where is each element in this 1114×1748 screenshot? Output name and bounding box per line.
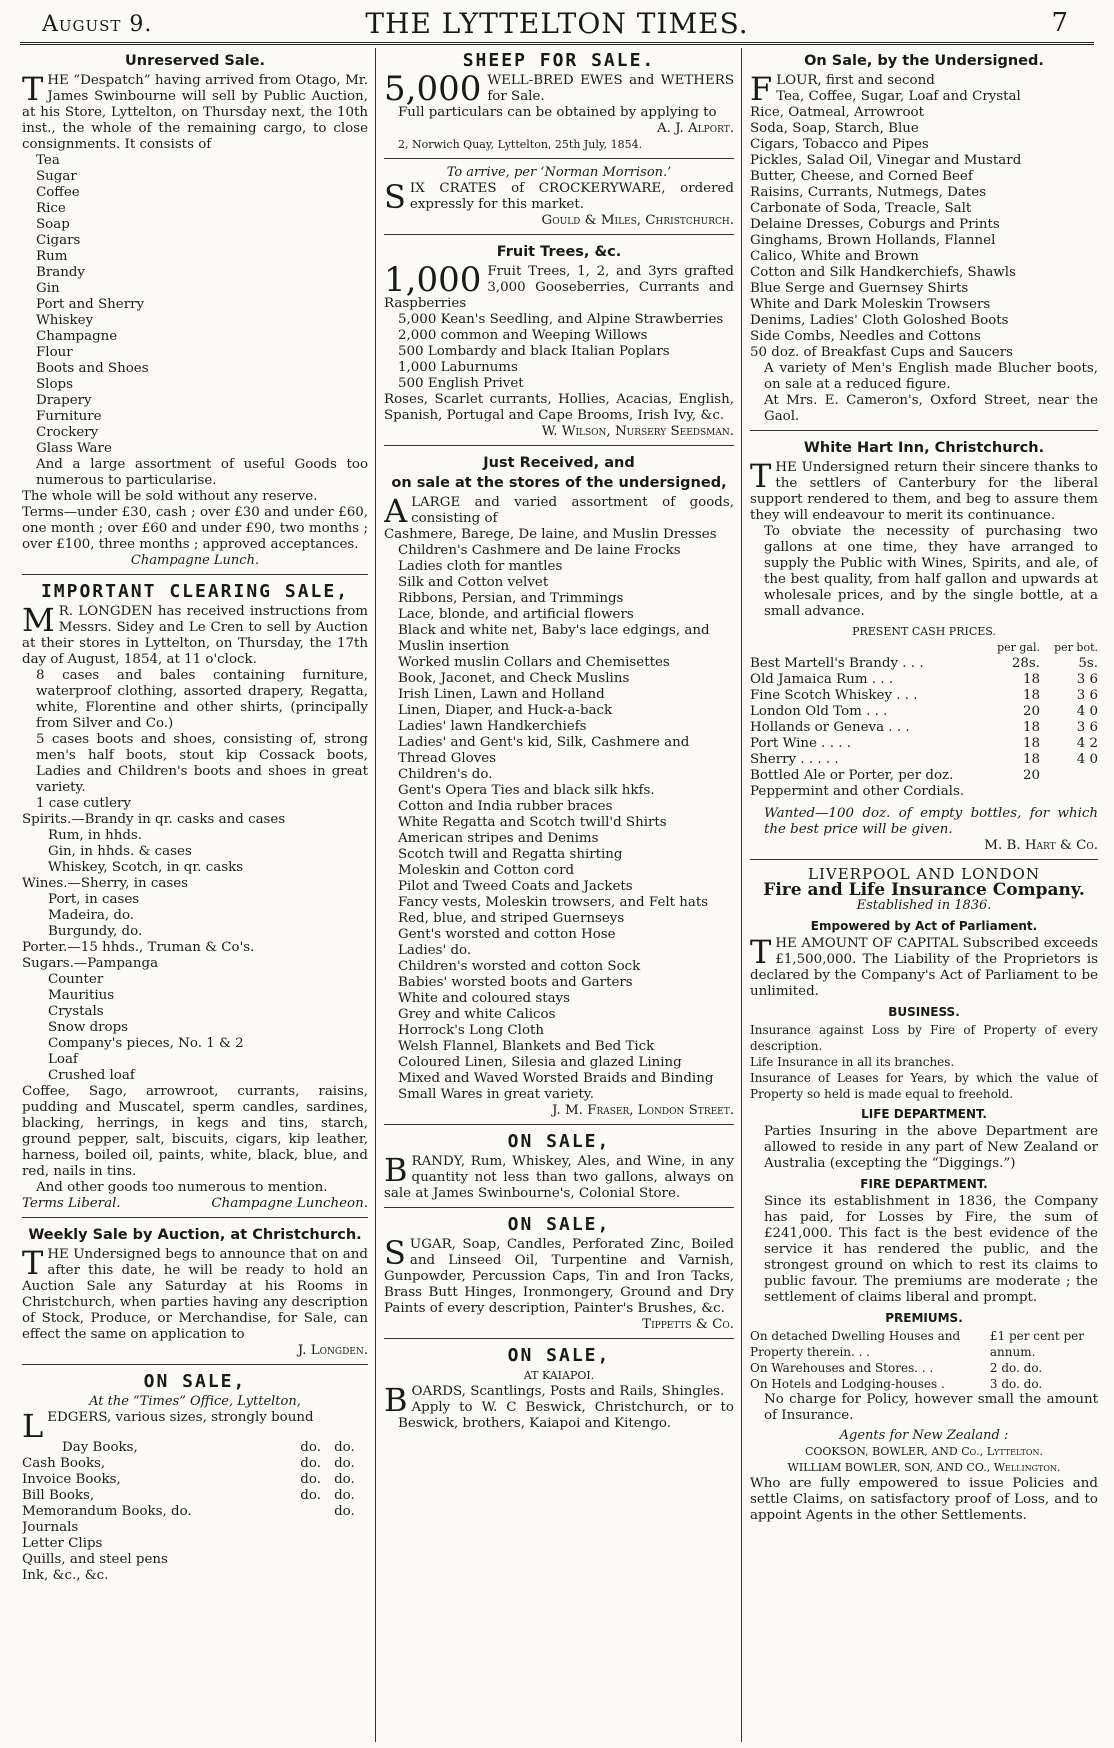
list-item: Calico, White and Brown: [750, 249, 919, 264]
column-2: [384, 48, 734, 1742]
act-text: Empowered by Act of Parliament.: [810, 919, 1038, 933]
ad-text: Porter.—15 hhds., Truman & Co's.: [22, 940, 255, 955]
list-item: Coloured Linen, Silesia and glazed Lining: [398, 1055, 682, 1070]
ad-signature: A. J. Alport.: [657, 121, 734, 136]
list-item: Gin: [36, 281, 60, 296]
ad-footer: Champagne Lunch.: [130, 553, 260, 568]
ad-text: Peppermint and other Cordials.: [750, 784, 965, 799]
ad-text: EDGERS, various sizes, strongly bound: [47, 1410, 314, 1425]
list-item: 2,000 common and Weeping Willows: [398, 328, 648, 343]
ad-text: Terms—under £30, cash ; over £30 and under £60, one month ; over £60 and under £90, two months ; over £100, three months ; approved acceptances.: [22, 505, 368, 552]
table-row: Memorandum Books, do. do.: [22, 1504, 355, 1519]
ad-title: SHEEP FOR SALE.: [462, 50, 656, 71]
ad-text: Full particulars can be obtained by applying to: [398, 105, 717, 120]
ad-text: The whole will be sold without any reserve.: [22, 489, 318, 504]
list-item: Burgundy, do.: [48, 924, 143, 939]
newspaper-title: THE LYTTELTON TIMES.: [365, 7, 749, 40]
ad-text: Apply to W. C Beswick, Christchurch, or to Beswick, brothers, Kaiapoi and Kitengo.: [398, 1400, 734, 1431]
ad-ledgers: [22, 1369, 368, 1589]
ad-text: IX CRATES of CROCKERYWARE, ordered expressly for this market.: [409, 181, 734, 212]
section-title: LIFE DEPARTMENT.: [861, 1107, 987, 1121]
drop-cap: S: [384, 1234, 406, 1272]
ad-brandy: [384, 1129, 734, 1208]
list-item: Mauritius: [48, 988, 115, 1003]
ad-text: HE “Despatch” having arrived from Otago, Mr. James Swinbourne will sell by Public Auction, at his Store, Lyttelton, on Thursday next, the 10th inst., the whole of the remaining cargo, to close consignments. It consists of: [22, 73, 368, 152]
list-item: 1,000 Laburnums: [398, 360, 518, 375]
ad-insurance: [750, 864, 1098, 1529]
ad-title: Weekly Sale by Auction, at Christchurch.: [28, 1227, 362, 1243]
drop-cap: T: [750, 457, 772, 495]
drop-cap: B: [384, 1151, 408, 1189]
big-number: 5,000: [384, 69, 482, 109]
ad-flour: [750, 48, 1098, 431]
list-item: Soda, Soap, Starch, Blue: [750, 121, 919, 136]
list-item: Counter: [48, 972, 104, 987]
table-row: Old Jamaica Rum . . . 18 3 6: [750, 672, 1098, 687]
list-item: Scotch twill and Regatta shirting: [398, 847, 623, 862]
drop-cap: T: [22, 70, 44, 108]
ad-title: on sale at the stores of the undersigned,: [391, 475, 727, 491]
table-row: London Old Tom . . . 20 4 0: [750, 704, 1098, 719]
list-item: Crystals: [48, 1004, 104, 1019]
masthead: [20, 4, 1094, 45]
list-item: 5,000 Kean's Seedling, and Alpine Strawberries: [398, 312, 724, 327]
list-item: Small Wares in great variety.: [398, 1087, 594, 1102]
list-item: Butter, Cheese, and Corned Beef: [750, 169, 973, 184]
ad-text: LOUR, first and second: [776, 73, 935, 88]
ad-title: ON SALE,: [143, 1371, 247, 1392]
drop-cap: T: [750, 933, 772, 971]
list-item: Linen, Diaper, and Huck-a-back: [398, 703, 613, 718]
ad-text: And a large assortment of useful Goods too numerous to particularise.: [36, 457, 368, 488]
price-table: [750, 640, 1098, 784]
list-item: Raisins, Currants, Nutmegs, Dates: [750, 185, 987, 200]
ad-text: Insurance against Loss by Fire of Property of every description.: [750, 1023, 1098, 1053]
list-item: Gent's Opera Ties and black silk hkfs.: [398, 783, 655, 798]
list-item: Port and Sherry: [36, 297, 145, 312]
list-item: Red, blue, and striped Guernseys: [398, 911, 625, 926]
list-item: Tea: [36, 153, 60, 168]
ad-text: R. LONGDEN has received instructions from Messrs. Sidey and Le Cren to sell by Auction at their stores in Lyttelton, on Thursday, the 17th day of August, 1854, at 11 o'clock.: [22, 604, 368, 667]
ad-text: To obviate the necessity of purchasing two gallons at one time, they have arranged to supply the Public with Wines, Spirits, and ale, of the best quality, from half gallon and upwards at wholesale prices, and by the single bottle, at a small advance.: [764, 524, 1098, 619]
ad-text: Roses, Scarlet currants, Hollies, Acacias, English, Spanish, Portugal and Cape Brooms, Irish Ivy, &c.: [384, 392, 734, 423]
list-item: Worked muslin Collars and Chemisettes: [398, 655, 670, 670]
list-item: Grey and white Calicos: [398, 1007, 556, 1022]
ad-title: On Sale, by the Undersigned.: [804, 53, 1044, 69]
ad-crockery: [384, 163, 734, 235]
list-item: Moleskin and Cotton cord: [398, 863, 575, 878]
list-item: Madeira, do.: [48, 908, 135, 923]
list-item: Babies' worsted boots and Garters: [398, 975, 633, 990]
ad-text: RANDY, Rum, Whiskey, Ales, and Wine, in any quantity not less than two gallons, always on sale at James Swinbourne's, Colonial Store.: [384, 1154, 734, 1201]
ad-text: No charge for Policy, however small the amount of Insurance.: [764, 1392, 1098, 1423]
list-item: Sugar: [36, 169, 77, 184]
big-number: 1,000: [384, 260, 482, 300]
table-row: On detached Dwelling Houses and Property therein. . . £1 per cent per annum.: [750, 1329, 1085, 1359]
luncheon-text: Champagne Luncheon.: [211, 1196, 368, 1211]
list-item: Snow drops: [48, 1020, 129, 1035]
list-item: Denims, Ladies' Cloth Goloshed Boots: [750, 313, 1009, 328]
ad-text: 8 cases and bales containing furniture, waterproof clothing, assorted drapery, Regatta, white, Florentine and other shirts, (principally from Silver and Co.): [36, 668, 368, 731]
ad-title: Unreserved Sale.: [125, 53, 265, 69]
list-item: Crushed loaf: [48, 1068, 135, 1083]
table-row: Fine Scotch Whiskey . . . 18 3 6: [750, 688, 1098, 703]
table-row: On Hotels and Lodging-houses . 3 do. do.: [750, 1377, 1043, 1391]
table-row: Port Wine . . . . 18 4 2: [750, 736, 1098, 751]
drop-cap: M: [22, 601, 55, 639]
company-name: Fire and Life Insurance Company.: [763, 880, 1085, 900]
ad-text: Wines.—Sherry, in cases: [22, 876, 189, 891]
list-item: Whiskey: [36, 313, 94, 328]
premium-table: [750, 1328, 1098, 1392]
ad-text: A variety of Men's English made Blucher boots, on sale at a reduced figure.: [764, 361, 1098, 392]
established: Established in 1836.: [856, 898, 992, 913]
agents-title: Agents for New Zealand :: [839, 1428, 1009, 1443]
list-item: Ink, &c., &c.: [22, 1568, 109, 1583]
prices-title: PRESENT CASH PRICES.: [852, 625, 996, 638]
ad-location: At the “Times” Office, Lyttelton,: [89, 1394, 301, 1409]
list-item: Whiskey, Scotch, in qr. casks: [48, 860, 244, 875]
list-item: Black and white net, Baby's lace edgings, and Muslin insertion: [398, 623, 710, 654]
list-item: Journals: [22, 1520, 79, 1535]
table-row: Sherry . . . . . 18 4 0: [750, 752, 1098, 767]
ad-title: ON SALE,: [507, 1131, 611, 1152]
list-item: Ladies' lawn Handkerchiefs: [398, 719, 587, 734]
ad-title: ON SALE,: [507, 1214, 611, 1235]
ad-text: LARGE and varied assortment of goods, consisting of: [411, 495, 734, 526]
list-item: Ladies' and Gent's kid, Silk, Cashmere and Thread Gloves: [398, 735, 690, 766]
list-item: Rice: [36, 201, 66, 216]
list-item: Letter Clips: [22, 1536, 103, 1551]
list-item: Cashmere, Barege, De laine, and Muslin Dresses: [384, 527, 717, 542]
list-item: Delaine Dresses, Coburgs and Prints: [750, 217, 1000, 232]
list-item: Company's pieces, No. 1 & 2: [48, 1036, 244, 1051]
list-item: Boots and Shoes: [36, 361, 149, 376]
list-item: Ribbons, Persian, and Trimmings: [398, 591, 624, 606]
list-item: Children's worsted and cotton Sock: [398, 959, 641, 974]
list-item: Welsh Flannel, Blankets and Bed Tick: [398, 1039, 655, 1054]
ad-clearing-sale: [22, 579, 368, 1218]
ad-signature: Tippetts & Co.: [642, 1317, 734, 1332]
ad-text: Who are fully empowered to issue Policies and settle Claims, on satisfactory proof of Loss, and to appoint Agents in the other Settlements.: [750, 1476, 1098, 1523]
ad-text: HE Undersigned return their sincere thanks to the settlers of Canterbury for the liberal support rendered to them, and beg to assure them they will endeavour to merit its continuance.: [750, 460, 1098, 523]
ad-title: Just Received, and: [483, 455, 635, 471]
list-item: Mixed and Waved Worsted Braids and Binding: [398, 1071, 714, 1086]
ad-boards: [384, 1343, 734, 1437]
ad-text: At Mrs. E. Cameron's, Oxford Street, near the Gaol.: [764, 393, 1098, 424]
ad-text: Coffee, Sago, arrowroot, currants, raisins, pudding and Muscatel, sperm candles, sardines, blacking, herrings, in kegs and tins, starch, ground pepper, salt, biscuits, cigars, kip leather, harness, boiled oil, paints, white, black, blue, and red, nails in tins.: [22, 1084, 368, 1179]
list-item: Horrock's Long Cloth: [398, 1023, 545, 1038]
list-item: Children's do.: [398, 767, 493, 782]
list-item: Port, in cases: [48, 892, 140, 907]
ad-sugar: [384, 1212, 734, 1339]
ad-text: UGAR, Soap, Candles, Perforated Zinc, Boiled and Linseed Oil, Turpentine and Varnish, Gunpowder, Percussion Caps, Tin and Iron Tacks, Brass Butt Hinges, Ironmongery, Ground and Dry Paints of every description, Painter's Brushes, &c.: [384, 1237, 734, 1316]
ad-sheep: [384, 48, 734, 159]
ad-text: OARDS, Scantlings, Posts and Rails, Shingles.: [411, 1384, 725, 1399]
list-item: Pilot and Tweed Coats and Jackets: [398, 879, 633, 894]
list-item: Cigars: [36, 233, 81, 248]
ad-fruit-trees: [384, 239, 734, 446]
page-number: 7: [1051, 8, 1068, 38]
drop-cap: F: [750, 70, 773, 108]
list-item: Loaf: [48, 1052, 78, 1067]
ad-title: IMPORTANT CLEARING SALE,: [40, 581, 350, 602]
list-item: 50 doz. of Breakfast Cups and Saucers: [750, 345, 1013, 360]
list-item: Crockery: [36, 425, 99, 440]
ad-weekly-sale: [22, 1222, 368, 1365]
ad-title: White Hart Inn, Christchurch.: [803, 440, 1045, 456]
list-item: 500 Lombardy and black Italian Poplars: [398, 344, 670, 359]
list-item: Irish Linen, Lawn and Holland: [398, 687, 605, 702]
ad-title: LIVERPOOL AND LONDON: [808, 865, 1040, 883]
list-item: Gin, in hhds. & cases: [48, 844, 192, 859]
table-row: Day Books, do. do.: [62, 1440, 355, 1455]
ad-white-hart: [750, 435, 1098, 860]
list-item: Tea, Coffee, Sugar, Loaf and Crystal: [776, 89, 1021, 104]
list-item: Silk and Cotton velvet: [398, 575, 549, 590]
ad-text: WELL-BRED EWES and WETHERS for Sale.: [487, 73, 734, 104]
list-item: Rum: [36, 249, 68, 264]
table-row: Bottled Ale or Porter, per doz. 20: [750, 768, 1040, 783]
section-title: FIRE DEPARTMENT.: [860, 1177, 988, 1191]
drop-cap: B: [384, 1381, 408, 1419]
issue-date: August 9.: [42, 12, 153, 37]
drop-cap: T: [22, 1244, 44, 1282]
drop-cap: S: [384, 178, 406, 216]
table-header: per gal. per bot.: [997, 641, 1098, 654]
terms-text: Terms Liberal.: [22, 1196, 121, 1211]
drop-cap: A: [384, 492, 408, 530]
list-item: Drapery: [36, 393, 92, 408]
list-item: Gent's worsted and cotton Hose: [398, 927, 616, 942]
list-item: Champagne: [36, 329, 118, 344]
ad-text: Spirits.—Brandy in qr. casks and cases: [22, 812, 286, 827]
list-item: Slops: [36, 377, 73, 392]
list-item: White Regatta and Scotch twill'd Shirts: [398, 815, 667, 830]
list-item: Book, Jaconet, and Check Muslins: [398, 671, 630, 686]
list-item: Lace, blonde, and artificial flowers: [398, 607, 634, 622]
list-item: Ladies cloth for mantles: [398, 559, 563, 574]
list-item: Children's Cashmere and De laine Frocks: [398, 543, 681, 558]
list-item: Ladies' do.: [398, 943, 472, 958]
list-item: Blue Serge and Guernsey Shirts: [750, 281, 969, 296]
list-item: Rum, in hhds.: [48, 828, 143, 843]
ad-text: 1 case cutlery: [36, 796, 131, 811]
section-title: PREMIUMS.: [885, 1311, 963, 1325]
list-item: Furniture: [36, 409, 102, 424]
ad-text: 5 cases boots and shoes, consisting of, strong men's half boots, stout kip Cossack boots, Ladies and Children's boots and shoes in great variety.: [36, 732, 368, 795]
ad-location: AT KAIAPOI.: [523, 1369, 595, 1382]
ad-text: And other goods too numerous to mention.: [36, 1180, 328, 1195]
ad-text: Fruit Trees, 1, 2, and 3yrs grafted 3,000 Gooseberries, Currants and Raspberries: [384, 264, 734, 311]
list-item: Cotton and India rubber braces: [398, 799, 613, 814]
ad-text: Life Insurance in all its branches.: [750, 1055, 955, 1069]
agent-line: WILLIAM BOWLER, SON, AND CO., Wellington.: [787, 1461, 1061, 1474]
list-item: Fancy vests, Moleskin trowsers, and Felt hats: [398, 895, 709, 910]
ad-signature: M. B. Hart & Co.: [984, 838, 1098, 853]
ad-title: ON SALE,: [507, 1345, 611, 1366]
column-1: [22, 48, 368, 1742]
ad-text: Since its establishment in 1836, the Company has paid, for Losses by Fire, the sum of £241,000. This fact is the best evidence of the service it has rendered the public, and the strongest ground on which to rest its claims to public favour. The premiums are moderate ; the settlement of claims liberal and prompt.: [764, 1194, 1098, 1305]
wanted-text: Wanted—100 doz. of empty bottles, for which the best price will be given.: [764, 806, 1098, 837]
ad-address: 2, Norwich Quay, Lyttelton, 25th July, 1854.: [398, 138, 643, 151]
list-item: Quills, and steel pens: [22, 1552, 168, 1567]
list-item: Side Combs, Needles and Cottons: [750, 329, 981, 344]
column-rule: [741, 48, 742, 1742]
drop-cap: L: [22, 1407, 44, 1445]
ad-title: Fruit Trees, &c.: [496, 244, 622, 260]
list-item: American stripes and Denims: [398, 831, 599, 846]
table-row: Best Martell's Brandy . . . 28s. 5s.: [750, 656, 1098, 671]
ad-text: Sugars.—Pampanga: [22, 956, 159, 971]
list-item: Cigars, Tobacco and Pipes: [750, 137, 929, 152]
list-item: 500 English Privet: [398, 376, 524, 391]
list-item: Coffee: [36, 185, 80, 200]
list-item: White and Dark Moleskin Trowsers: [750, 297, 991, 312]
ledger-table: [22, 1440, 368, 1520]
ad-text: Parties Insuring in the above Department are allowed to reside in any part of New Zealand or Australia (excepting the “Diggings.”): [764, 1124, 1098, 1171]
list-item: Ginghams, Brown Hollands, Flannel: [750, 233, 996, 248]
table-row: Invoice Books, do. do.: [22, 1472, 355, 1487]
table-row: Cash Books, do. do.: [22, 1456, 355, 1471]
list-item: Soap: [36, 217, 70, 232]
table-row: Bill Books, do. do.: [22, 1488, 355, 1503]
ad-signature: Gould & Miles, Christchurch.: [541, 213, 734, 228]
table-row: Hollands or Geneva . . . 18 3 6: [750, 720, 1098, 735]
list-item: Cotton and Silk Handkerchiefs, Shawls: [750, 265, 1016, 280]
ad-just-received: [384, 450, 734, 1125]
ad-signature: J. M. Fraser, London Street.: [552, 1103, 734, 1118]
column-rule: [375, 48, 376, 1742]
ad-subtitle: To arrive, per ‘Norman Morrison.’: [446, 165, 672, 180]
section-title: BUSINESS.: [888, 1005, 960, 1019]
column-3: [750, 48, 1098, 1742]
list-item: Rice, Oatmeal, Arrowroot: [750, 105, 924, 120]
list-item: Flour: [36, 345, 73, 360]
ad-text: HE Undersigned begs to announce that on and after this date, he will be ready to hold an Auction Sale any Saturday at his Rooms in Christchurch, when parties having any description of Stock, Produce, or Merchandise, for Sale, can effect the same on application to: [22, 1247, 368, 1342]
list-item: Carbonate of Soda, Treacle, Salt: [750, 201, 972, 216]
ad-signature: J. Longden.: [297, 1343, 368, 1358]
table-row: On Warehouses and Stores. . . 2 do. do.: [750, 1361, 1043, 1375]
ad-text: HE AMOUNT OF CAPITAL Subscribed exceeds £1,500,000. The Liability of the Proprietors is declared by the Company's Act of Parliament to be unlimited.: [750, 936, 1098, 999]
ad-unreserved-sale: [22, 48, 368, 575]
ad-text: Insurance of Leases for Years, by which the value of Property so held is made equal to freehold.: [750, 1071, 1098, 1101]
ad-signature: W. Wilson, Nursery Seedsman.: [541, 424, 734, 439]
list-item: Brandy: [36, 265, 85, 280]
list-item: White and coloured stays: [398, 991, 571, 1006]
list-item: Glass Ware: [36, 441, 112, 456]
list-item: Pickles, Salad Oil, Vinegar and Mustard: [750, 153, 1022, 168]
agent-line: COOKSON, BOWLER, AND Co., Lyttelton.: [804, 1445, 1043, 1458]
